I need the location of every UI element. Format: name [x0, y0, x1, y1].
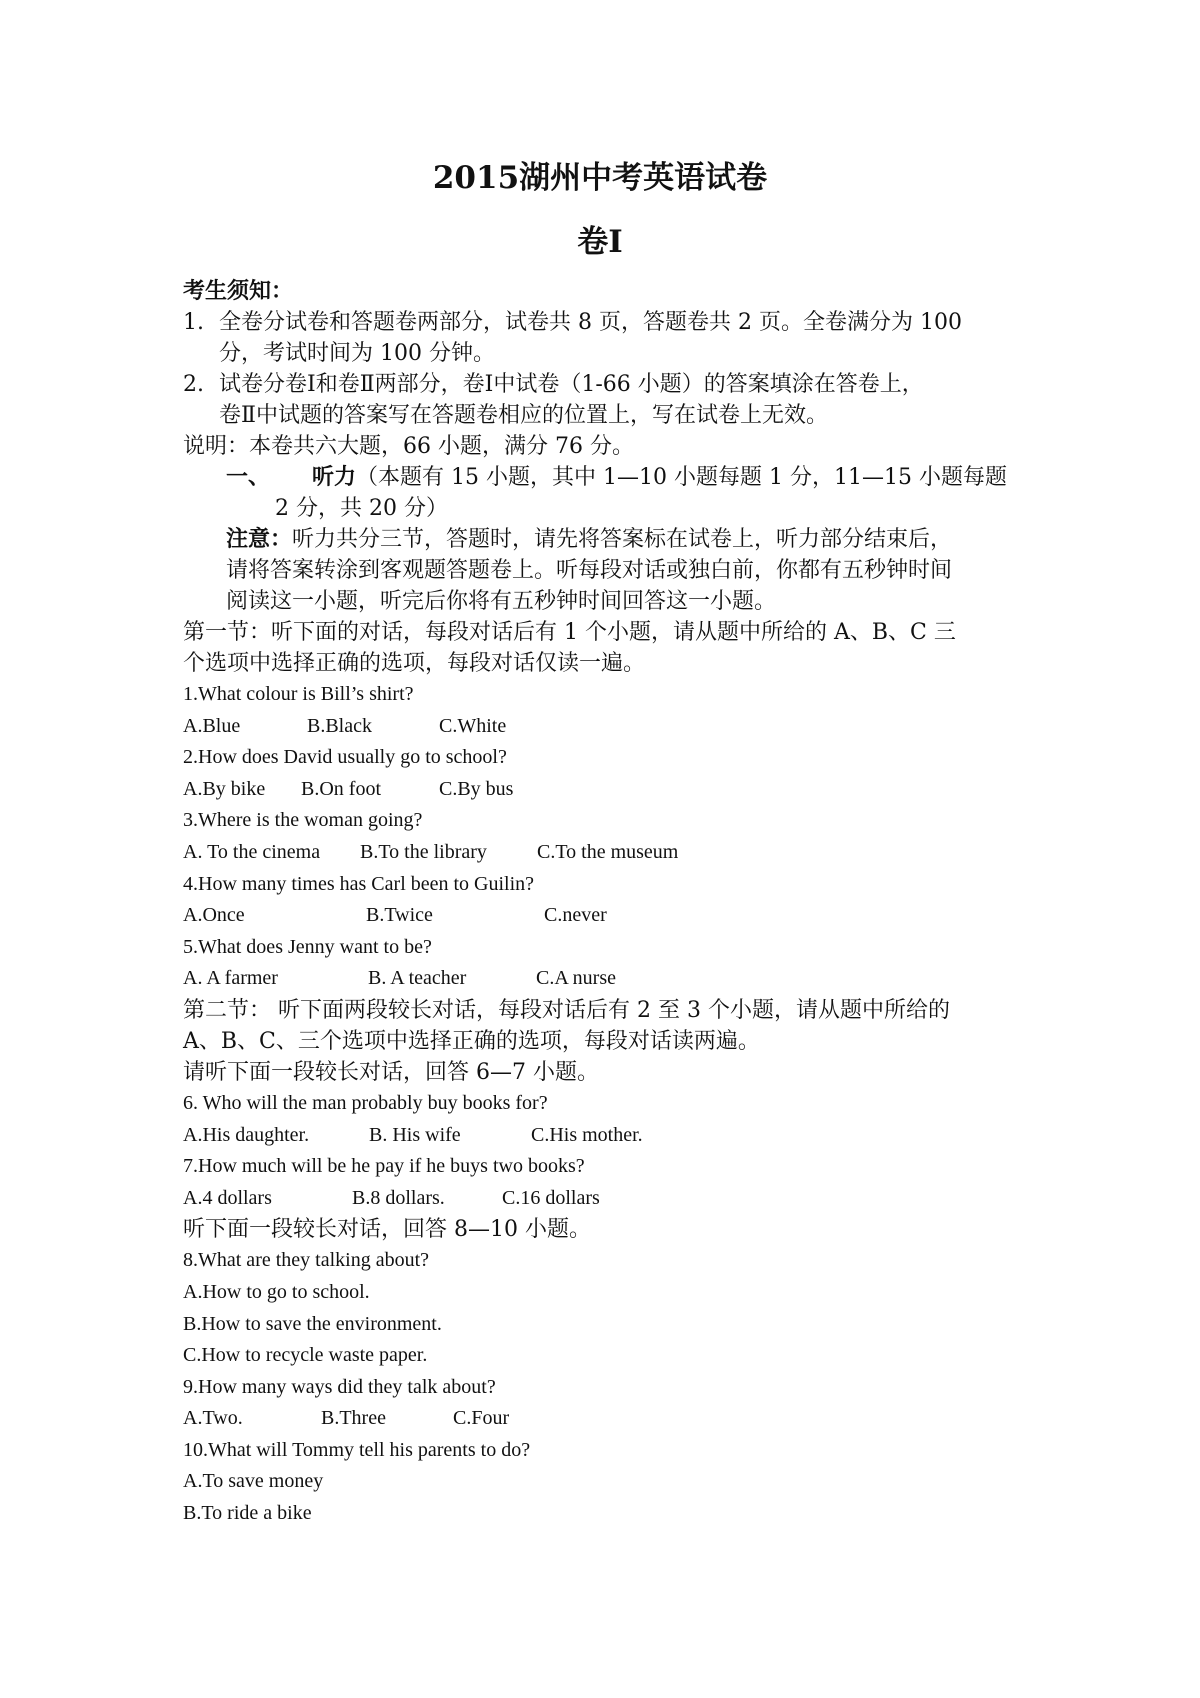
option-a: A.4 dollars: [183, 1186, 272, 1209]
part1-name: 听力: [312, 464, 357, 490]
option-b: B.8 dollars.: [352, 1186, 445, 1209]
option-b: B.On foot: [301, 777, 381, 800]
option-b: B.To ride a bike: [183, 1502, 312, 1525]
option-b: B.Black: [307, 714, 372, 737]
option-c: C.White: [439, 714, 507, 737]
options-3: [183, 837, 1028, 869]
part1-numeral: 一、: [226, 464, 271, 490]
question-2: 2.How does David usually go to school?: [183, 746, 507, 769]
option-b: B.Three: [321, 1407, 386, 1430]
note-text: 请将答案转涂到客观题答题卷上。听每段对话或独白前，你都有五秒钟时间: [226, 558, 953, 583]
part1-header: [183, 462, 1028, 493]
section2-instruction: A、B、C、三个选项中选择正确的选项，每段对话读两遍。: [183, 1028, 760, 1054]
option-a: A. To the cinema: [183, 840, 321, 863]
option-c: C.By bus: [439, 777, 514, 800]
note-text: 阅读这一小题，听完后你将有五秒钟时间回答这一小题。: [226, 589, 777, 614]
question-3: 3.Where is the woman going?: [183, 809, 423, 832]
notice-item-number: 2.: [183, 372, 204, 397]
option-c: C.never: [544, 904, 607, 927]
notice-item-text: 卷Ⅱ中试题的答案写在答题卷相应的位置上，写在试卷上无效。: [219, 403, 828, 428]
option-b: B.How to save the environment.: [183, 1312, 442, 1335]
part1-note: [183, 524, 1028, 555]
option-c: C.His mother.: [531, 1123, 643, 1146]
exam-content: [183, 276, 1028, 1530]
note-label: 注意：: [226, 526, 293, 552]
part1-description: （本题有 15 小题，其中 1—10 小题每题 1 分，11—15 小题每题: [356, 465, 1007, 490]
option-c: C.To the museum: [537, 840, 679, 863]
options-5: [183, 963, 1028, 995]
option-a: A.How to go to school.: [183, 1280, 370, 1303]
options-4: [183, 900, 1028, 932]
option-a: A.Once: [183, 904, 245, 927]
option-a: A. A farmer: [183, 967, 278, 990]
option-c: C.How to recycle waste paper.: [183, 1344, 428, 1367]
option-b: B.To the library: [360, 840, 487, 863]
options-7: [183, 1183, 1028, 1215]
option-a: A.Blue: [183, 714, 241, 737]
listen-instruction: 请听下面一段较长对话，回答 6—7 小题。: [183, 1059, 599, 1085]
exam-explanation: 说明：本卷共六大题，66 小题，满分 76 分。: [183, 434, 634, 459]
question-7: 7.How much will be he pay if he buys two books?: [183, 1155, 585, 1178]
option-b: B. His wife: [369, 1123, 461, 1146]
question-8: 8.What are they talking about?: [183, 1249, 430, 1272]
question-4: 4.How many times has Carl been to Guilin?: [183, 872, 535, 895]
notice-item-2: [183, 369, 1028, 431]
notice-item-1: [183, 307, 1028, 369]
notice-item-number: 1.: [183, 310, 204, 335]
question-10: 10.What will Tommy tell his parents to do?: [183, 1438, 531, 1461]
question-5: 5.What does Jenny want to be?: [183, 935, 432, 958]
notice-item-text: 分，考试时间为 100 分钟。: [219, 341, 495, 366]
question-9: 9.How many ways did they talk about?: [183, 1375, 496, 1398]
option-c: C.16 dollars: [502, 1186, 600, 1209]
section1-instruction: 第一节：听下面的对话，每段对话后有 1 个小题，请从题中所给的 A、B、C 三: [183, 620, 956, 645]
option-b: B.Twice: [366, 904, 433, 927]
question-6: 6. Who will the man probably buy books for?: [183, 1091, 548, 1114]
options-1: [183, 711, 1028, 743]
listen-instruction: 听下面一段较长对话，回答 8—10 小题。: [183, 1217, 591, 1243]
option-a: A.By bike: [183, 777, 266, 800]
volume-title: 卷Ⅰ: [577, 224, 623, 260]
notice-heading: 考生须知：: [183, 278, 294, 304]
option-a: A.His daughter.: [183, 1123, 310, 1146]
section2-instruction: 第二节： 听下面两段较长对话，每段对话后有 2 至 3 个小题，请从题中所给的: [183, 997, 950, 1023]
part1-description-cont: 2 分，共 20 分）: [275, 496, 448, 521]
note-text: 听力共分三节，答题时，请先将答案标在试卷上，听力部分结束后，: [292, 527, 953, 552]
section1-instruction: 个选项中选择正确的选项，每段对话仅读一遍。: [183, 651, 646, 676]
question-1: 1.What colour is Bill’s shirt?: [183, 683, 414, 705]
option-a: A.To save money: [183, 1470, 324, 1493]
option-b: B. A teacher: [368, 967, 467, 990]
options-6: [183, 1120, 1028, 1152]
option-a: A.Two.: [183, 1407, 243, 1430]
option-c: C.Four: [453, 1407, 510, 1430]
option-c: C.A nurse: [536, 967, 616, 990]
options-9: [183, 1403, 1028, 1435]
notice-item-text: 试卷分卷Ⅰ和卷Ⅱ两部分，卷Ⅰ中试卷（1-66 小题）的答案填涂在答卷上，: [219, 372, 924, 397]
page-title: 2015湖州中考英语试卷: [432, 160, 768, 196]
notice-item-text: 全卷分试卷和答题卷两部分，试卷共 8 页，答题卷共 2 页。全卷满分为 100: [219, 310, 962, 335]
options-2: [183, 774, 1028, 806]
